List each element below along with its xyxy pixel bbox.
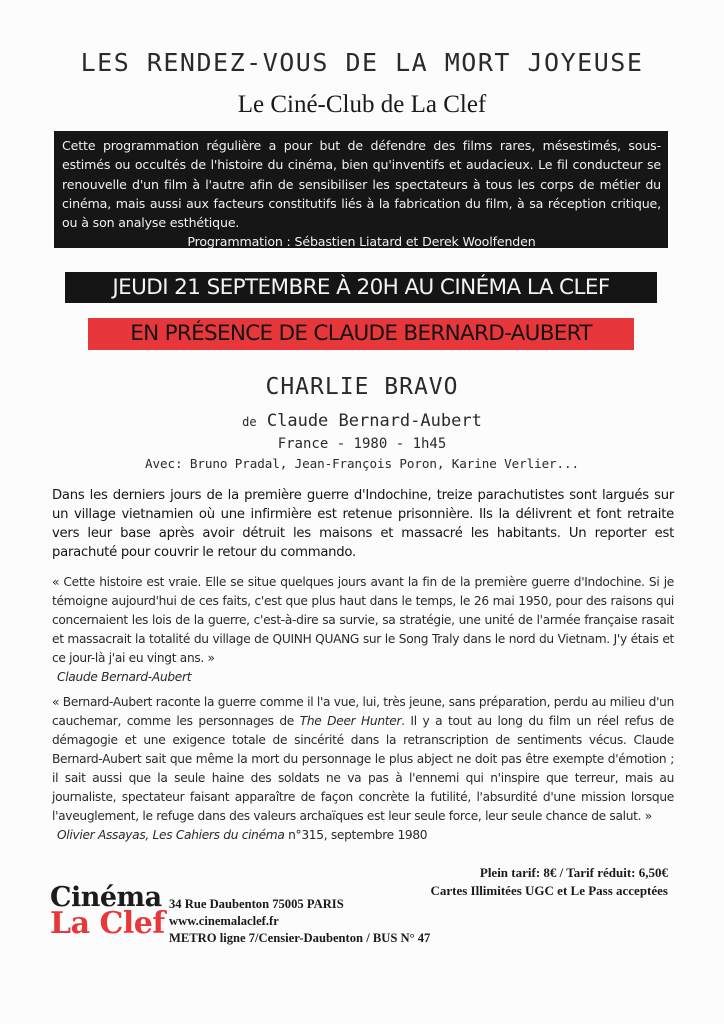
synopsis: Dans les derniers jours de la première guerre d'Indochine, treize parachutistes sont largués sur un village vietnamien où une infirmière est retenue prisonnière. Ils la délivrent et font retraite vers leur base après avoir détruit les maisons et massacré les habitants. Un reporter est parachuté pour couvrir le retour du commando.: [52, 488, 674, 560]
accepted-cards: Cartes Illimitées UGC et Le Pass acceptées: [430, 883, 668, 898]
film-meta: France - 1980 - 1h45: [277, 436, 447, 452]
cinema-logo: [50, 882, 165, 941]
film-cast: Avec: Bruno Pradal, Jean-François Poron, Karine Verlier...: [145, 456, 579, 471]
quote-text: « Cette histoire est vraie. Elle se situe quelques jours avant la fin de la première guerre d'Indochine. Si je témoigne aujourd'hui de ces faits, c'est que plus haut dans le temps, le 26 mai 1950, pour des raisons qui concernaient les lois de la guerre, c'est-à-dire sa survie, sa stratégie, une unité de l'armée française rasait et massacrait la totalité du village de QUINH QUANG sur le Song Traly dans le nord du Vietnam. J'y étais et ce jour-là j'ai eu vingt ans. »: [52, 575, 674, 665]
programming-credit: Programmation : Sébastien Liatard et Derek Woolfenden: [187, 234, 536, 250]
film-title: CHARLIE BRAVO: [265, 374, 459, 400]
website-link[interactable]: www.cinemalaclef.fr: [169, 914, 279, 928]
quote-director: [52, 573, 674, 687]
date-banner: JEUDI 21 SEPTEMBRE À 20H AU CINÉMA LA CLEF: [65, 272, 657, 303]
quote-text: [52, 693, 674, 826]
street-address: 34 Rue Daubenton 75005 PARIS: [169, 897, 344, 911]
guest-banner: EN PRÉSENCE DE CLAUDE BERNARD-AUBERT: [88, 318, 634, 350]
film-reference: The Deer Hunter: [299, 714, 402, 728]
intro-text: Cette programmation régulière a pour but de défendre des films rares, mésestimés, sous-estimés ou occultés de l'histoire du cinéma, bien qu'inventifs et audacieux. Le fil conducteur se renouvelle d'un film à l'autre afin de sensibiliser les spectateurs à tous les corps de métier du cinéma, mais aussi aux facteurs constitutifs liés à la fabrication du film, à sa réception critique, ou à son analyse esthétique.: [62, 138, 661, 231]
cinema-address-block: [169, 896, 430, 947]
quote-text-part: « Bernard-Aubert raconte la guerre comme il l'a vue, lui, très jeune, sans préparation, perdu au milieu d'un cauchemar, comme les personnages de: [52, 695, 674, 728]
quote-critic: [52, 693, 674, 845]
director-name: Claude Bernard-Aubert: [266, 411, 482, 431]
intro-box: [54, 131, 668, 248]
transport-info: METRO ligne 7/Censier-Daubenton / BUS N° 47: [169, 931, 431, 945]
club-title: Le Ciné-Club de La Clef: [237, 91, 487, 118]
pricing-info: [430, 864, 668, 900]
quote-source: Claude Bernard-Aubert: [57, 670, 192, 684]
quote-source-author: Olivier Assayas, Les Cahiers du cinéma: [57, 828, 285, 842]
ticket-prices: Plein tarif: 8€ / Tarif réduit: 6,50€: [479, 865, 668, 880]
quote-source: [52, 826, 674, 845]
film-director: [0, 411, 724, 431]
logo-line-la-clef: La Clef: [50, 906, 165, 941]
series-title: LES RENDEZ-VOUS DE LA MORT JOYEUSE: [80, 48, 644, 77]
director-prefix: de: [242, 415, 257, 429]
logo-line-cinema: Cinéma: [50, 882, 162, 913]
quote-source-issue: n°315, septembre 1980: [284, 828, 428, 842]
quote-text-part: . Il y a tout au long du film un réel refus de démagogie et une exigence totale de sincérité dans la retranscription de sentiments vécus. Claude Bernard-Aubert sait que même la mort du personnage le plus abject ne doit pas être exempte d'émotion ; il sait aussi que la seule haine des soldats ne va pas à l'ennemi qui n'inspire que terreur, mais au journaliste, spectateur faisant apparaître de façon concrète la futilité, l'absurdité d'une mission lorsque l'aveuglement, le refuge dans des valeurs archaïques est leur seule force, leur seule chance de salut. »: [52, 714, 674, 823]
